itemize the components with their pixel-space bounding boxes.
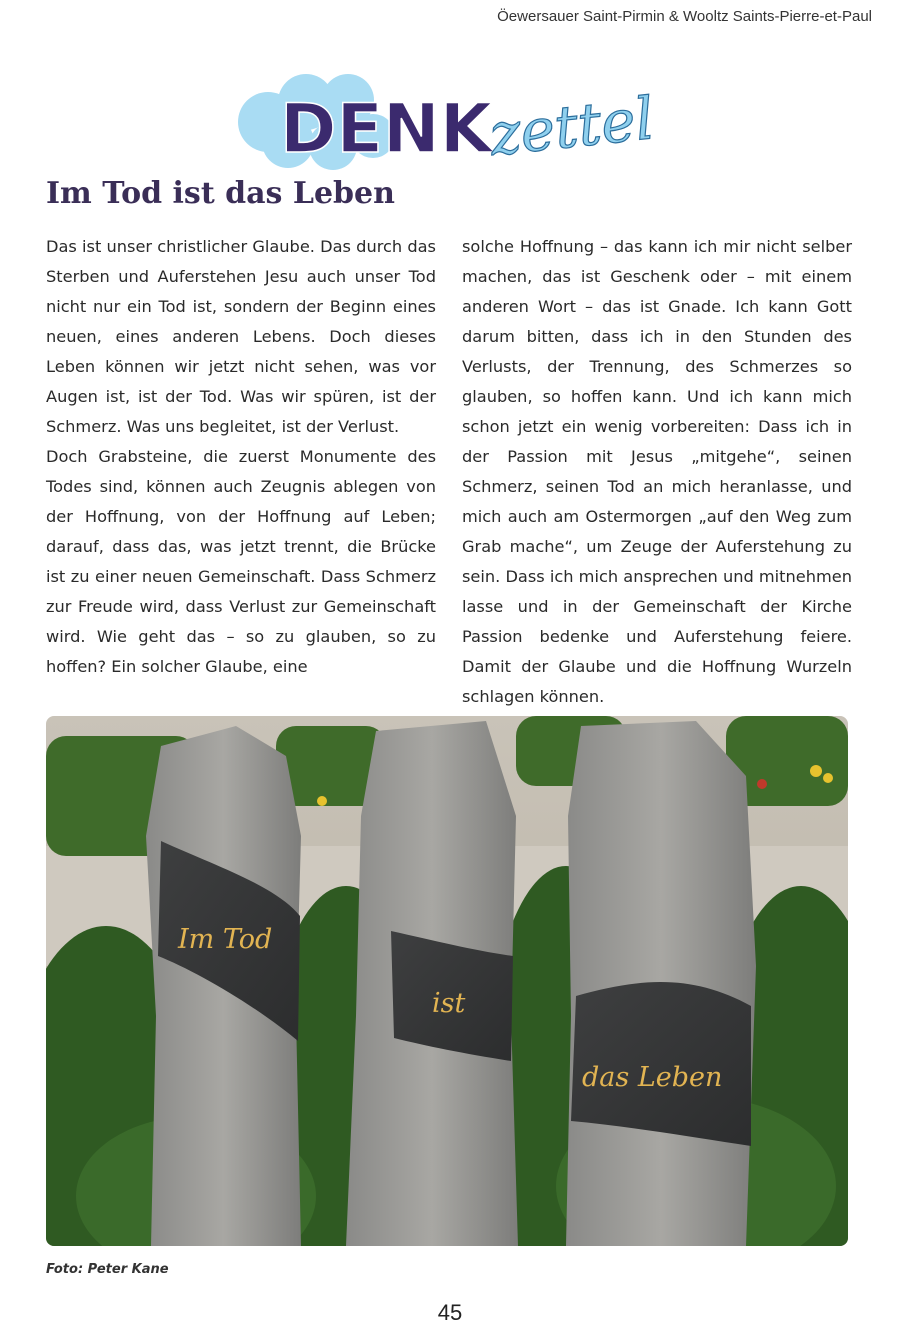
paragraph: solche Hoffnung – das kann ich mir nicht selber machen, das ist Geschenk oder – mit einem anderen Wort – das ist Gnade. Ich kann Gott darum bitten, dass ich in den Stunden des Verlusts, der Trennung, des Schmerzes so glauben, so hoffen kann. Und ich kann mich schon jetzt ein wenig vorbereiten: Dass ich in der Passion mit Jesus „mitgehe“, seinen Schmerz, seinen Tod an mich heranlasse, und mich auch am Ostermorgen „auf den Weg zum Grab mache“, um Zeuge der Auferstehung zu sein. Dass ich mich ansprechen und mitnehmen lasse und in der Gemeinschaft der Kirche Passion bedenke und Auferstehung feiere. Damit der Glaube und die Hoffnung Wurzeln schlagen können. — [462, 237, 852, 706]
paragraph: Doch Grabsteine, die zuerst Monumente des Todes sind, können auch Zeugnis ablegen von der Hoffnung, von der Hoffnung auf Leben; darauf, dass das, was jetzt trennt, die Brücke ist zu einer neuen Gemeinschaft. Dass Schmerz zur Freude wird, dass Verlust zur Gemeinschaft wird. Wie geht das – so zu glauben, so zu hoffen? Ein solcher Glaube, eine — [46, 447, 436, 676]
gravestones-photo — [46, 716, 848, 1246]
article-column-right — [462, 232, 852, 712]
logo-word-denk: DENK — [280, 90, 493, 169]
gravestone-right — [566, 721, 756, 1246]
paragraph: Das ist unser christlicher Glaube. Das durch das Sterben und Auferstehen Jesu auch unser Tod nicht nur ein Tod ist, sondern der Beginn eines neuen, eines anderen Lebens. Doch dieses Leben können wir jetzt nicht sehen, was vor Augen ist, ist der Tod. Was wir spüren, ist der Schmerz. Was uns begleitet, ist der Verlust. — [46, 237, 436, 436]
logo-word-zettel: zettel — [486, 84, 658, 169]
gravestone-left — [146, 726, 301, 1246]
denkzettel-logo — [228, 70, 678, 175]
gravestone-middle — [346, 721, 518, 1246]
inscription-das-leben: das Leben — [582, 1062, 723, 1093]
running-header: Öewersauer Saint-Pirmin & Wooltz Saints-Pierre-et-Paul — [497, 8, 872, 25]
page-number: 45 — [437, 1300, 463, 1325]
article-column-left — [46, 232, 436, 682]
inscription-ist: ist — [432, 988, 466, 1019]
photo-credit: Foto: Peter Kane — [46, 1262, 169, 1277]
inscription-im-tod: Im Tod — [178, 924, 273, 955]
article-title: Im Tod ist das Leben — [46, 176, 395, 211]
